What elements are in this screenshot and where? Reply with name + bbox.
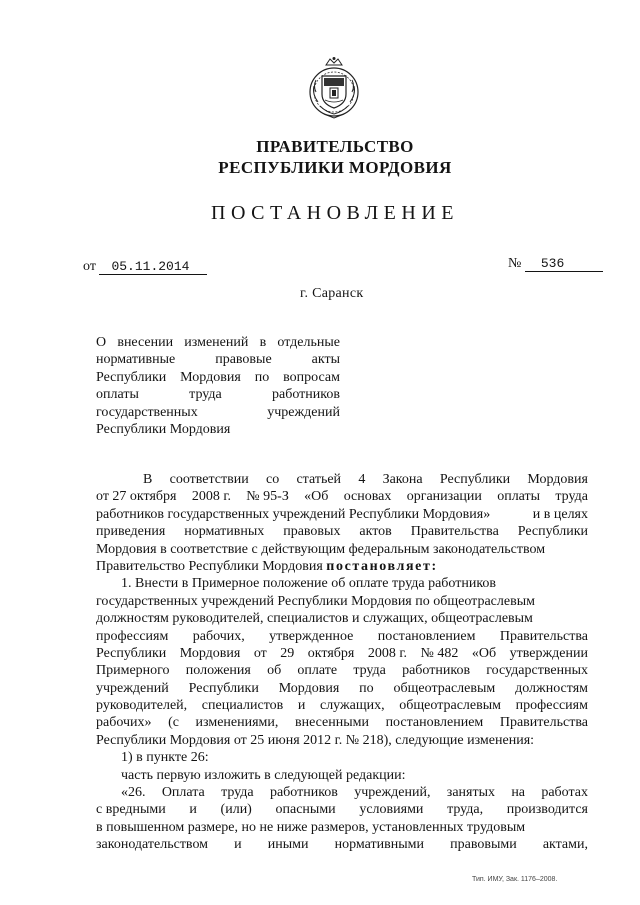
word: и в целях: [532, 506, 588, 522]
body-line: 1. Внести в Примерное положение об оплате труда работников: [121, 576, 497, 592]
government-title: [170, 136, 500, 178]
word: с вредными: [96, 802, 166, 818]
body-line: [96, 558, 588, 575]
word: статьей: [296, 472, 342, 487]
word: по: [254, 369, 270, 385]
word: общеотраслевым: [393, 680, 496, 696]
word: постановлением: [385, 715, 484, 731]
word: 2008 г.: [191, 489, 231, 505]
word: организации: [406, 489, 482, 505]
word: «26.: [121, 785, 146, 801]
government-title-line1: ПРАВИТЕЛЬСТВО: [256, 137, 414, 156]
word: законодательством: [96, 837, 209, 853]
word: должностям: [515, 680, 588, 696]
word: положения: [185, 663, 251, 679]
word: Республики: [439, 472, 511, 487]
word: со: [265, 472, 280, 487]
word: внесении: [117, 335, 174, 350]
word: актами,: [542, 837, 588, 853]
word: Правительства: [410, 524, 499, 540]
word: акты: [311, 352, 340, 368]
word: работников: [402, 663, 471, 679]
word: на: [511, 785, 526, 801]
body-line: [96, 784, 588, 801]
body-line: [96, 714, 588, 731]
body-line: должностям руководителей, специалистов и служащих, общеотраслевым: [96, 611, 533, 627]
word: правовых: [283, 524, 341, 540]
word: «Об: [304, 489, 329, 505]
body-line: [96, 471, 588, 488]
word: руководителей,: [96, 698, 188, 714]
word: В: [143, 472, 153, 487]
word: Республики: [188, 680, 259, 696]
body-line: государственных учреждений Республики Мордовия по общеотраслевым: [96, 593, 535, 609]
document-type: ПОСТАНОВЛЕНИЕ: [211, 202, 459, 224]
word: труда,: [447, 802, 484, 818]
word: соответствии: [169, 472, 249, 487]
document-subject: [96, 334, 340, 438]
body-line: Мордовия в соответствие с действующим федеральным законодательством: [96, 541, 546, 557]
body-line: 1) в пункте 26:: [121, 750, 209, 766]
body-line: Республики Мордовия от 25 июня 2012 г. № 218), следующие изменения:: [96, 732, 535, 748]
word: и: [189, 802, 197, 818]
word: октября: [307, 645, 355, 661]
word: нормативными: [334, 837, 424, 853]
word: труда: [353, 663, 386, 679]
government-title-line2: РЕСПУБЛИКИ МОРДОВИЯ: [218, 158, 452, 177]
body-line: [96, 628, 588, 645]
word: учреждений,: [354, 785, 431, 801]
word: оплаты: [96, 387, 139, 403]
body-line: [96, 680, 588, 697]
word: в: [259, 335, 267, 350]
subject-line: Республики Мордовия: [96, 421, 231, 437]
subject-line: [96, 369, 340, 386]
word: профессиям: [515, 698, 588, 714]
word: правовые: [215, 352, 272, 368]
word: Правительства: [499, 715, 588, 731]
resolution-prefix: Правительство Республики Мордовия: [96, 558, 327, 574]
coat-of-arms-icon: [306, 56, 362, 120]
word: Республики: [96, 369, 167, 385]
document-number: [508, 256, 603, 272]
word: оплаты: [497, 489, 541, 505]
word: актов: [359, 524, 392, 540]
word: № 482: [420, 645, 459, 661]
word: Республики: [517, 524, 588, 540]
word: Мордовия: [180, 369, 241, 385]
word: Примерного: [96, 663, 170, 679]
word: приведения: [96, 524, 166, 540]
body-line: [96, 662, 588, 679]
word: изменений: [184, 335, 249, 350]
word: Мордовия: [527, 472, 588, 487]
body-line: в повышенном размере, но не ниже размеров, установленных трудовым: [96, 819, 526, 835]
word: иными: [267, 837, 309, 853]
word: производится: [506, 802, 588, 818]
word: отдельные: [277, 335, 340, 350]
word: Закона: [382, 472, 423, 487]
word: специалистов: [201, 698, 284, 714]
body-line: [96, 645, 588, 662]
body-line: [96, 506, 588, 523]
word: вопросам: [283, 369, 340, 385]
word: опасными: [275, 802, 336, 818]
word: 29: [280, 645, 295, 661]
word: труда: [221, 785, 254, 801]
word: (или): [220, 802, 252, 818]
subject-line: [96, 334, 340, 351]
body-line: часть первую изложить в следующей редакции:: [121, 767, 406, 783]
body-line: [96, 523, 588, 540]
body-line: [96, 801, 588, 818]
word: и: [234, 837, 242, 853]
word: основах: [343, 489, 392, 505]
subject-line: [96, 404, 340, 421]
word: внесенными: [294, 715, 369, 731]
word: учреждений: [96, 680, 169, 696]
word: работников: [272, 387, 340, 403]
print-footer: Тип. ИМУ, Зак. 1176–2008.: [472, 876, 558, 883]
document-body: [96, 471, 588, 854]
word: от 27 октября: [96, 489, 177, 505]
word: и: [297, 698, 306, 714]
body-line: [96, 836, 588, 853]
number-prefix: №: [508, 256, 522, 271]
word: рабочих»: [96, 715, 152, 731]
word: 4: [358, 472, 366, 487]
word: общеотраслевым: [399, 698, 502, 714]
word: Мордовия: [278, 680, 340, 696]
subject-line: [96, 351, 340, 368]
word: труда: [189, 387, 222, 403]
resolution-keyword: постановляет:: [326, 558, 438, 574]
word: работников государственных учреждений Республики Мордовия»: [96, 506, 491, 522]
word: служащих,: [319, 698, 385, 714]
word: Республики: [96, 645, 167, 661]
city: г. Саранск: [300, 286, 364, 301]
word: рабочих,: [192, 628, 245, 644]
number-value: 536: [525, 257, 603, 272]
word: работах: [541, 785, 588, 801]
word: изменениями,: [195, 715, 279, 731]
word: об: [267, 663, 282, 679]
word: 2008 г.: [367, 645, 407, 661]
date-prefix: от: [83, 259, 96, 274]
body-line: [96, 488, 588, 505]
subject-line: [96, 386, 340, 403]
word: оплате: [297, 663, 338, 679]
word: нормативные: [96, 352, 176, 368]
word: по: [359, 680, 374, 696]
word: государственных: [486, 663, 588, 679]
date-value: 05.11.2014: [99, 260, 207, 275]
word: утвержденное: [269, 628, 354, 644]
body-line: [96, 697, 588, 714]
word: нормативных: [184, 524, 265, 540]
word: Оплата: [161, 785, 205, 801]
word: учреждений: [267, 404, 340, 420]
word: (с: [168, 715, 179, 731]
word: условиями: [359, 802, 424, 818]
word: от: [253, 645, 267, 661]
word: утверждении: [509, 645, 588, 661]
word: постановлением: [377, 628, 476, 644]
word: Мордовия: [179, 645, 241, 661]
word: № 95-З: [246, 489, 289, 505]
word: занятых: [446, 785, 495, 801]
document-date: [83, 259, 207, 275]
word: правовыми: [450, 837, 517, 853]
word: Правительства: [499, 628, 588, 644]
word: профессиям: [96, 628, 169, 644]
word: труда: [555, 489, 588, 505]
word: «Об: [471, 645, 497, 661]
word: государственных: [96, 404, 198, 420]
word: работников: [269, 785, 338, 801]
word: О: [96, 335, 107, 350]
